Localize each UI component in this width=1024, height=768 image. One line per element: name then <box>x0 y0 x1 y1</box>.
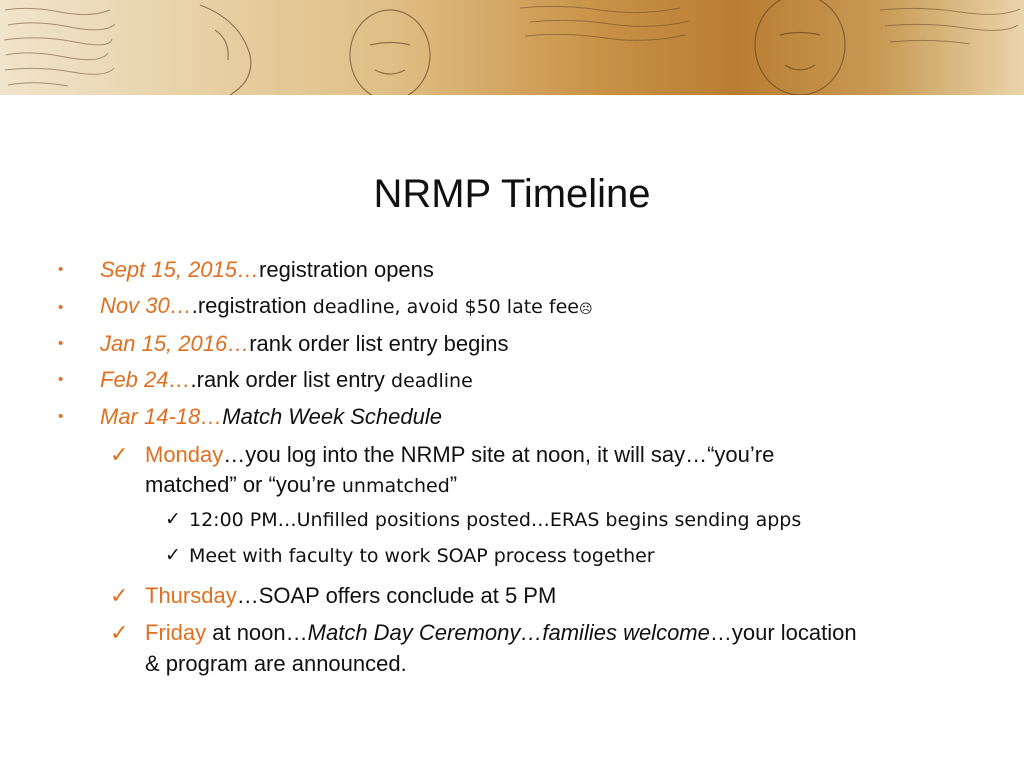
subitem-text: 12:00 PM…Unfilled positions posted…ERAS begins sending apps <box>189 509 802 531</box>
monday-item-line2: matched” or “you’re unmatched” <box>145 472 458 497</box>
bullet-icon: • <box>58 299 64 316</box>
item-text: rank order list entry begins <box>249 331 509 356</box>
date-label: Nov 30 <box>100 293 170 318</box>
bullet-icon: • <box>58 261 64 278</box>
bullet-icon: • <box>58 335 64 352</box>
day-label: Friday <box>145 620 207 645</box>
timeline-content: • Sept 15, 2015…registration opens • Nov 30….registration deadline, avoid $50 late fee☹ • Jan 15, 2016…rank order list entry begins • Feb 24….rank order list entry deadline • Mar 14-18…Match Week Schedule ✓ Monday…you log into the NRMP site at noon, it will say…“you’re matched” or “you’re unmatched” ✓ 12:00 PM…Unfilled positions posted…ERAS begins sending apps ✓ Meet with faculty to work SOAP process together ✓ Thursday…SOAP offers conclude at 5 PM ✓ Friday at noon…Match Day Ceremony…families welcome…your location & program are announced. <box>58 257 857 676</box>
sad-face-icon: ☹ <box>578 302 593 317</box>
checkmark-icon: ✓ <box>165 545 181 566</box>
checkmark-icon: ✓ <box>110 442 129 467</box>
checkmark-icon: ✓ <box>165 509 181 530</box>
date-label: Sept 15, 2015 <box>100 257 238 282</box>
item-text-secondary: deadline, avoid $50 late fee <box>312 296 579 318</box>
bullet-icon: • <box>58 371 64 388</box>
item-text: .registration <box>191 293 313 318</box>
item-text: .rank order list entry <box>190 367 392 392</box>
day-label: Monday <box>145 442 224 467</box>
date-label: Feb 24 <box>100 367 169 392</box>
item-text: registration opens <box>259 257 434 282</box>
item-text: …you log into the NRMP site at noon, it will say…“you’re <box>223 442 775 467</box>
checkmark-icon: ✓ <box>110 620 129 645</box>
date-label: Mar 14-18 <box>100 404 201 429</box>
item-text: Match Week Schedule <box>222 404 442 429</box>
day-label: Thursday <box>145 583 237 608</box>
date-label: Jan 15, 2016 <box>100 331 228 356</box>
item-text-secondary: deadline <box>391 370 473 392</box>
checkmark-icon: ✓ <box>110 583 129 608</box>
page-title: NRMP Timeline <box>373 172 651 216</box>
bullet-icon: • <box>58 408 64 425</box>
friday-item-line2: & program are announced. <box>145 651 407 676</box>
item-text: …SOAP offers conclude at 5 PM <box>236 583 557 608</box>
subitem-text: Meet with faculty to work SOAP process together <box>189 545 655 567</box>
